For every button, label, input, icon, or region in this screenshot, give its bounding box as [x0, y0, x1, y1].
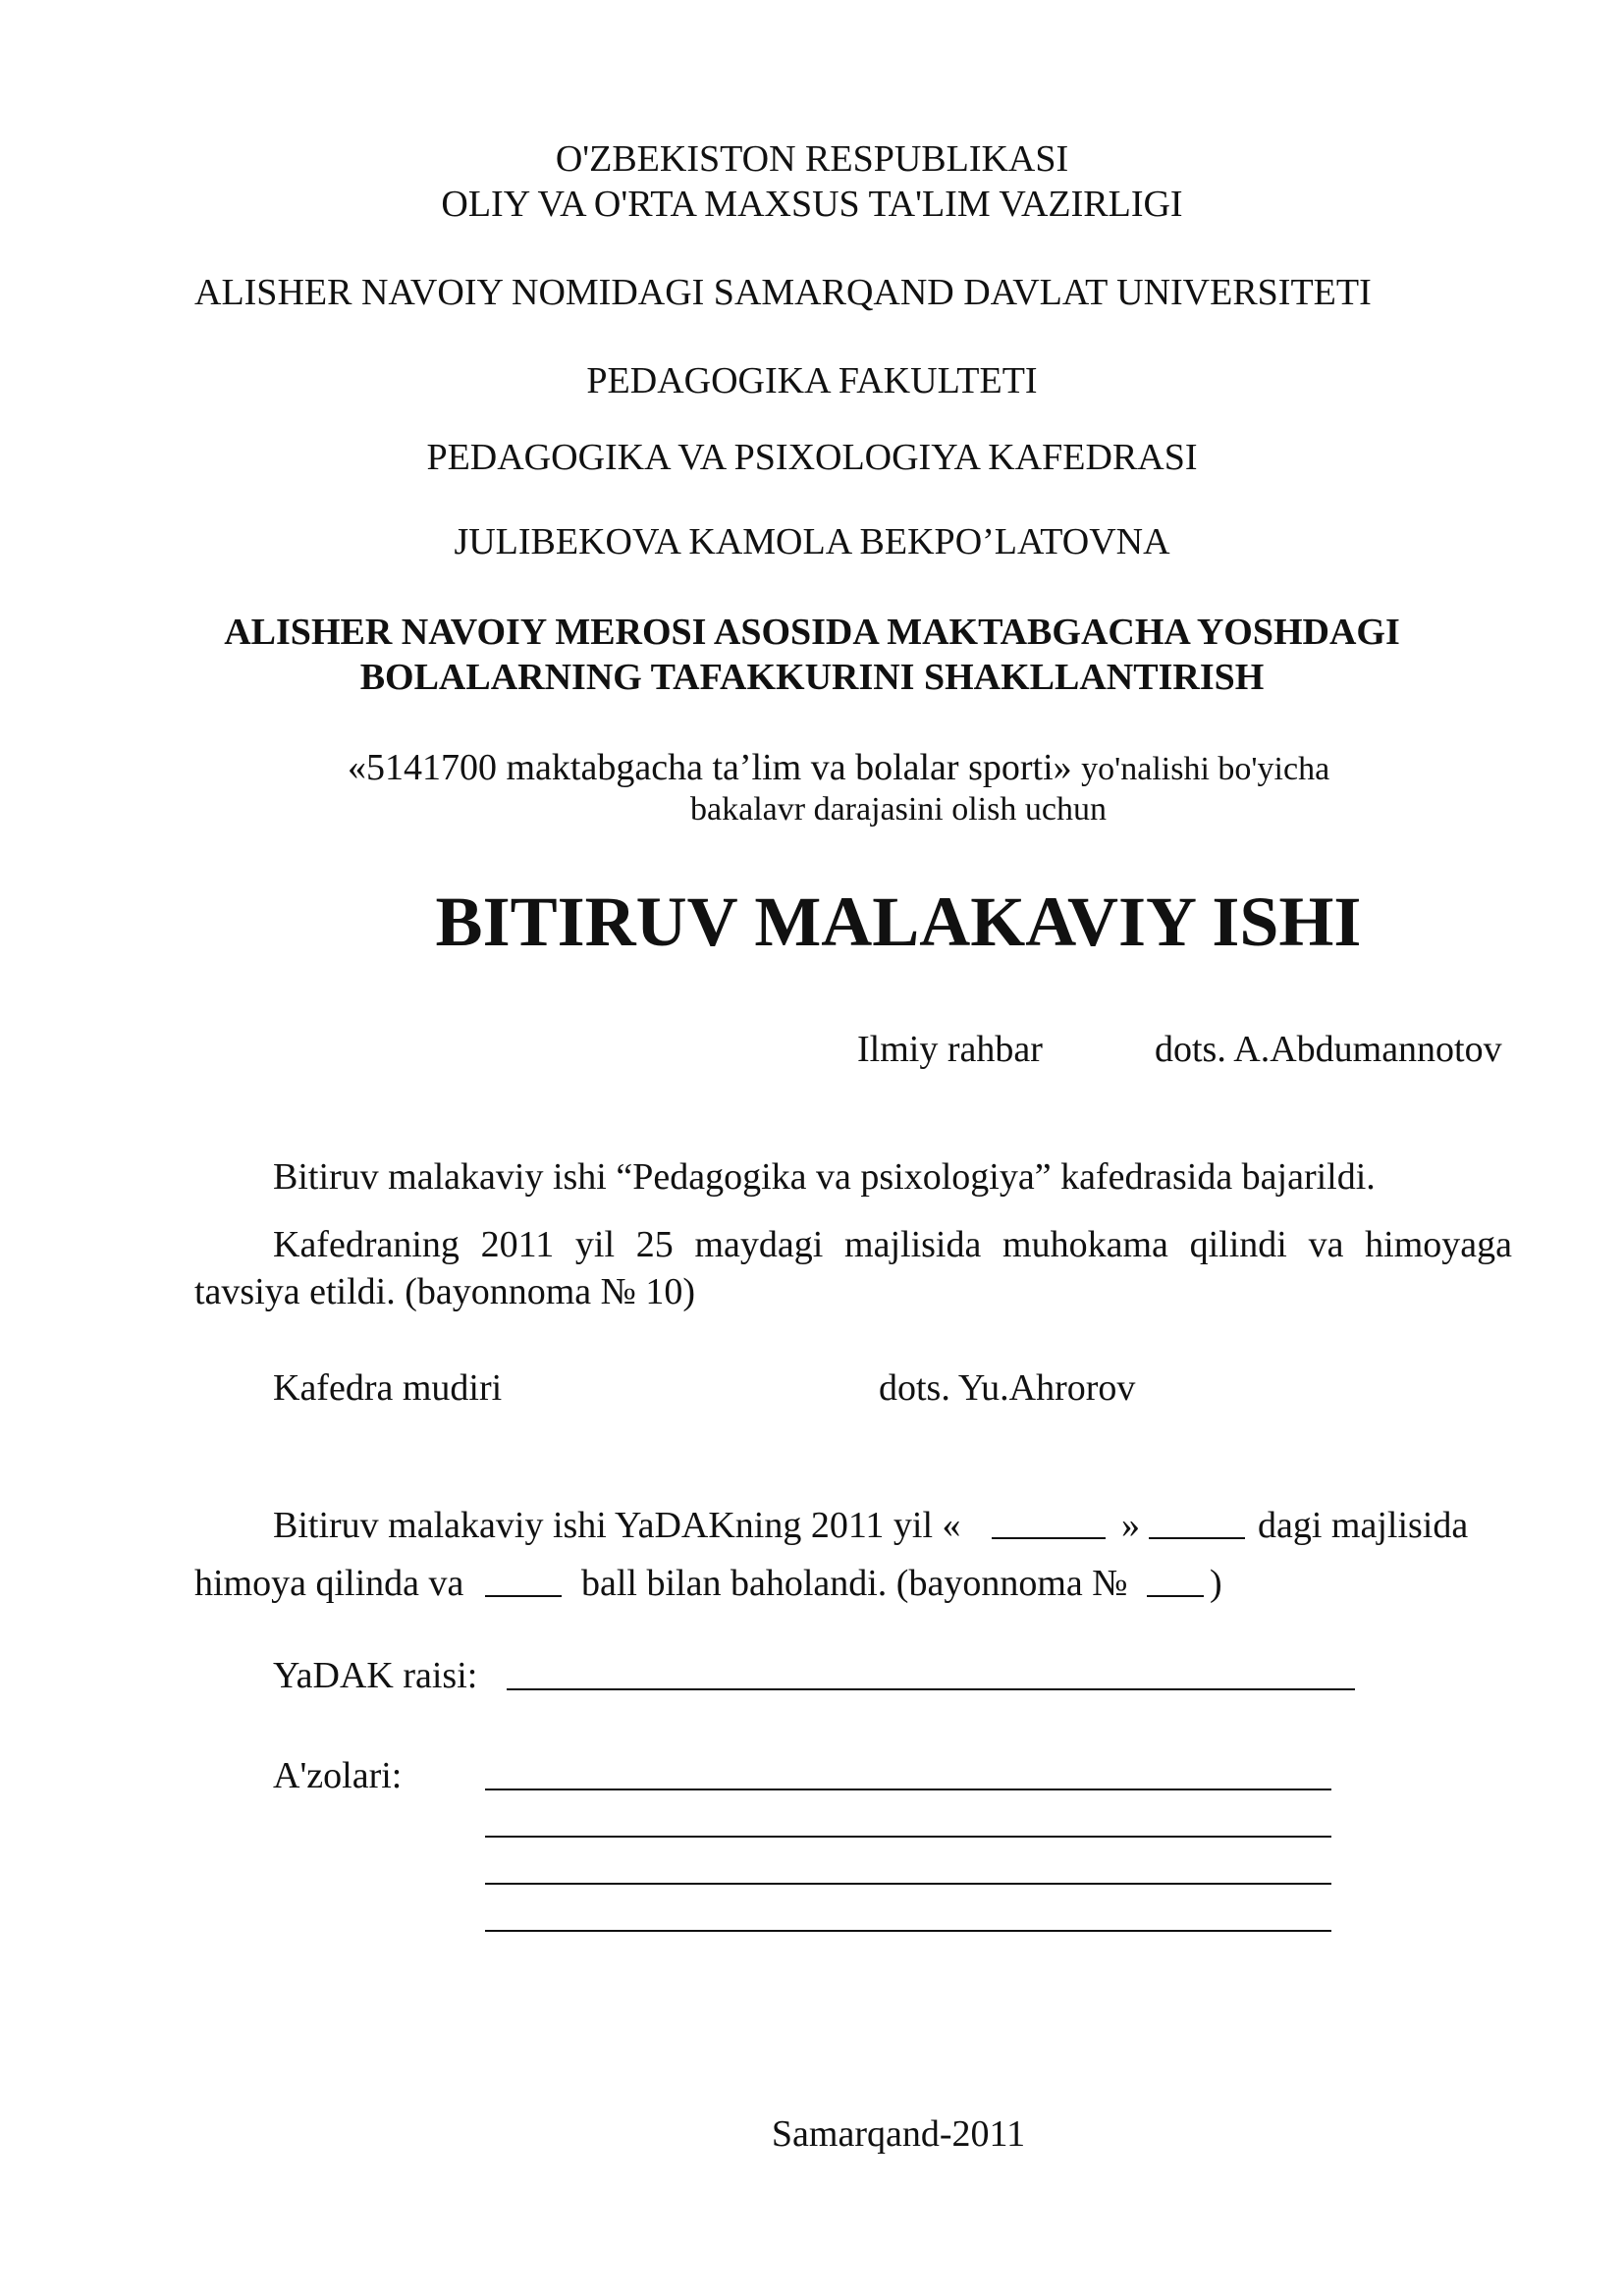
- defense-line-2-middle: ball bilan baholandi. (bayonnoma №: [581, 1563, 1128, 1604]
- head-label: Kafedra mudiri: [273, 1367, 503, 1409]
- direction-suffix: yo'nalishi bo'yicha: [1081, 751, 1330, 787]
- discussed-note-line-2: tavsiya etildi. (bayonnoma № 10): [194, 1271, 696, 1312]
- department-heading: PEDAGOGIKA VA PSIXOLOGIYA KAFEDRASI: [426, 437, 1198, 478]
- place-year: Samarqand-2011: [771, 2113, 1026, 2155]
- direction-line: [348, 749, 1329, 786]
- university-heading: ALISHER NAVOIY NOMIDAGI SAMARQAND DAVLAT UNIVERSITETI: [194, 272, 1372, 313]
- members-label: A'zolari:: [273, 1755, 403, 1796]
- completed-note: Bitiruv malakaviy ishi “Pedagogika va psixologiya” kafedrasida bajarildi.: [273, 1156, 1376, 1198]
- defense-day-blank: [992, 1537, 1106, 1539]
- supervisor-name: dots. A.Abdumannotov: [1155, 1029, 1502, 1070]
- thesis-title-line-2: BOLALARNING TAFAKKURINI SHAKLLANTIRISH: [359, 657, 1265, 698]
- thesis-title-line-1: ALISHER NAVOIY MEROSI ASOSIDA MAKTABGACHA YOSHDAGI: [224, 612, 1400, 653]
- defense-line-2-end: ): [1210, 1563, 1222, 1604]
- supervisor-label: Ilmiy rahbar: [857, 1029, 1043, 1070]
- score-blank: [485, 1595, 562, 1597]
- chair-signature-line: [507, 1688, 1355, 1690]
- faculty-heading: PEDAGOGIKA FAKULTETI: [586, 360, 1038, 401]
- degree-line: bakalavr darajasini olish uchun: [690, 791, 1107, 828]
- chair-label: YaDAK raisi:: [273, 1655, 478, 1696]
- protocol-number-blank: [1147, 1595, 1204, 1597]
- republic-heading: O'ZBEKISTON RESPUBLIKASI: [555, 138, 1069, 180]
- ministry-heading: OLIY VA O'RTA MAXSUS TA'LIM VAZIRLIGI: [441, 184, 1183, 225]
- discussed-note-line-1: Kafedraning 2011 yil 25 maydagi majlisida muhokama qilindi va himoyaga: [273, 1224, 1512, 1265]
- member-signature-line-3: [485, 1883, 1331, 1885]
- defense-line-1-start: Bitiruv malakaviy ishi YaDAKning 2011 yil «: [273, 1505, 961, 1546]
- defense-line-1-end: dagi majlisida: [1258, 1505, 1469, 1546]
- direction-code: «5141700 maktabgacha ta’lim va bolalar sporti»: [348, 747, 1072, 788]
- defense-line-2-start: himoya qilinda va: [194, 1563, 464, 1604]
- author-name: JULIBEKOVA KAMOLA BEKPO’LATOVNA: [454, 521, 1170, 562]
- defense-month-blank: [1149, 1537, 1245, 1539]
- member-signature-line-1: [485, 1789, 1331, 1790]
- defense-line-1-quote: »: [1121, 1505, 1140, 1546]
- member-signature-line-2: [485, 1836, 1331, 1838]
- head-name: dots. Yu.Ahrorov: [879, 1367, 1136, 1409]
- work-type-title: BITIRUV MALAKAVIY ISHI: [435, 882, 1362, 961]
- member-signature-line-4: [485, 1930, 1331, 1932]
